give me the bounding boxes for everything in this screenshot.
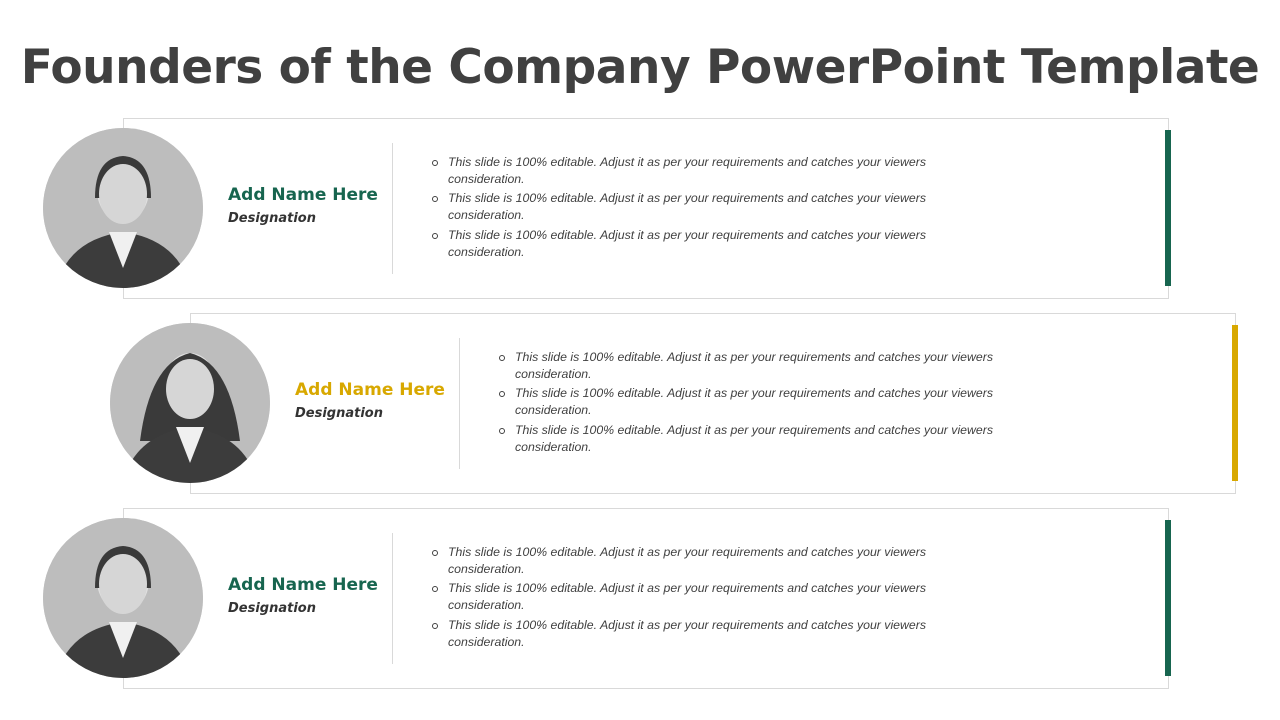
bullet-item: This slide is 100% editable. Adjust it as per your requirements and catches your viewers consideration. [432, 617, 952, 650]
bullet-item: This slide is 100% editable. Adjust it as per your requirements and catches your viewers consideration. [499, 349, 1019, 382]
founder-photo [43, 128, 203, 288]
founder-name: Add Name Here [295, 380, 445, 400]
bullet-item: This slide is 100% editable. Adjust it as per your requirements and catches your viewers consideration. [432, 154, 952, 187]
bullet-item: This slide is 100% editable. Adjust it as per your requirements and catches your viewers consideration. [432, 190, 952, 223]
person-silhouette-icon [43, 128, 203, 288]
founder-card [123, 118, 1169, 299]
founder-designation: Designation [295, 406, 383, 421]
divider [392, 143, 393, 274]
founder-designation: Designation [228, 601, 316, 616]
founder-photo [110, 323, 270, 483]
divider [392, 533, 393, 664]
bullet-item: This slide is 100% editable. Adjust it as per your requirements and catches your viewers consideration. [432, 227, 952, 260]
bullet-item: This slide is 100% editable. Adjust it as per your requirements and catches your viewers consideration. [432, 580, 952, 613]
bullet-list [432, 154, 952, 263]
person-silhouette-icon [43, 518, 203, 678]
bullet-item: This slide is 100% editable. Adjust it as per your requirements and catches your viewers consideration. [499, 422, 1019, 455]
founder-photo [43, 518, 203, 678]
founder-card [190, 313, 1236, 494]
founder-card [123, 508, 1169, 689]
accent-bar [1165, 520, 1171, 676]
bullet-item: This slide is 100% editable. Adjust it as per your requirements and catches your viewers consideration. [499, 385, 1019, 418]
bullet-list [432, 544, 952, 653]
founder-designation: Designation [228, 211, 316, 226]
founder-name: Add Name Here [228, 185, 378, 205]
divider [459, 338, 460, 469]
accent-bar [1232, 325, 1238, 481]
accent-bar [1165, 130, 1171, 286]
founder-name: Add Name Here [228, 575, 378, 595]
bullet-item: This slide is 100% editable. Adjust it as per your requirements and catches your viewers consideration. [432, 544, 952, 577]
slide-title: Founders of the Company PowerPoint Template [20, 40, 1260, 95]
bullet-list [499, 349, 1019, 458]
person-silhouette-icon [110, 323, 270, 483]
